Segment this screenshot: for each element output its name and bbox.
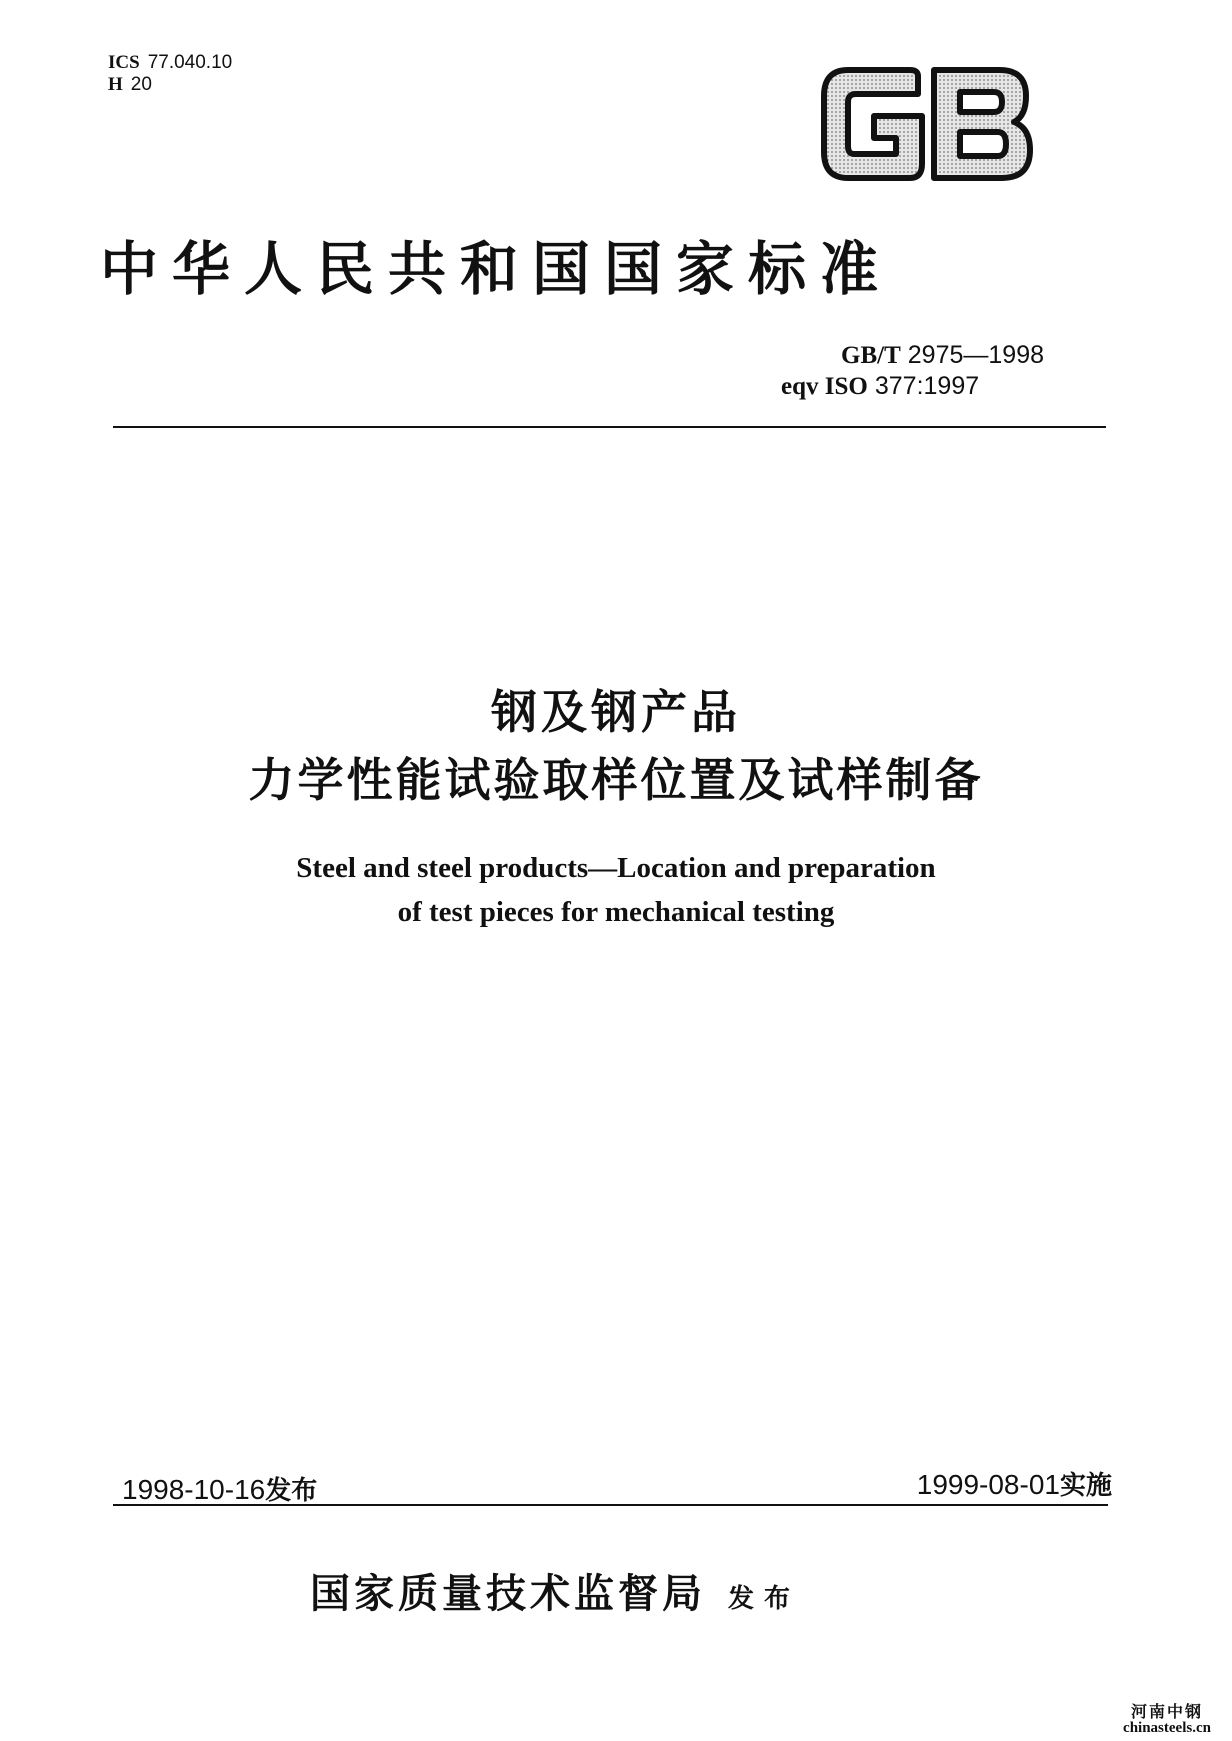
bottom-divider xyxy=(113,1504,1108,1506)
title-cn-line2: 力学性能试验取样位置及试样制备 xyxy=(248,753,984,807)
implement-date-suffix: 实施 xyxy=(1059,1471,1112,1501)
ics-code: 77.040.10 xyxy=(147,52,233,73)
issue-date-suffix: 发布 xyxy=(265,1476,318,1506)
title-cn-line1: 钢及钢产品 xyxy=(491,685,741,739)
ccs-code: 20 xyxy=(130,74,152,95)
title-en-line2: of test pieces for mechanical testing xyxy=(397,896,835,928)
watermark xyxy=(1102,1703,1232,1737)
publisher xyxy=(310,1562,800,1619)
watermark-cn: 河南中钢 xyxy=(1130,1702,1203,1721)
publisher-name: 国家质量技术监督局 xyxy=(310,1570,706,1617)
gb-logo-icon xyxy=(818,66,1033,182)
ics-label: ICS xyxy=(108,52,140,73)
equivalence-prefix: eqv ISO xyxy=(781,373,868,400)
ccs-line xyxy=(108,74,232,96)
implement-date-value: 1999-08-01 xyxy=(916,1469,1060,1500)
equivalence-number: 377:1997 xyxy=(874,372,980,400)
ics-line xyxy=(108,52,232,74)
standard-number: 2975—1998 xyxy=(907,341,1044,369)
ccs-label: H xyxy=(108,74,123,95)
title-en-line1: Steel and steel products—Location and preparation xyxy=(296,852,936,884)
classification-block xyxy=(108,52,232,96)
gb-logo xyxy=(818,66,1033,182)
national-standard-title: 中华人民共和国国家标准 xyxy=(100,235,893,303)
implement-date xyxy=(917,1465,1112,1502)
standard-prefix: GB/T xyxy=(841,342,901,369)
standard-number-line xyxy=(841,340,1044,371)
publisher-verb: 发布 xyxy=(728,1584,801,1614)
top-divider xyxy=(113,426,1106,428)
issue-date xyxy=(122,1470,317,1507)
watermark-url: chinasteels.cn xyxy=(1123,1720,1211,1736)
standard-number-block xyxy=(781,340,1044,402)
equivalence-line xyxy=(781,371,1044,402)
issue-date-value: 1998-10-16 xyxy=(122,1474,266,1505)
